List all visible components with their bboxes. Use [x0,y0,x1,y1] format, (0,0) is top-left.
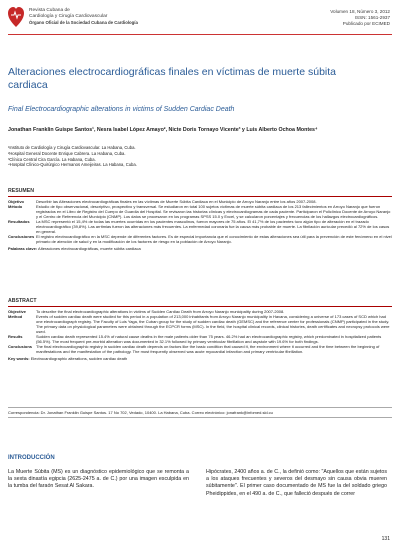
row-label: Método [8,204,23,209]
abstract-row [8,344,392,354]
row-label: Objective [8,309,27,314]
row-text: Sudden cardiac death represented 15.4% of natural cause deaths in the male patients older than 75 years. 46.2% had an electrocardiographic registry, which predominated in hospitalized patients (56.5%). The most frequent pre-morbid alteration was documented in 32.1% followed by primary ventricular fibrillation and asystole with 19.6% for both findings. [36,334,382,344]
introduction-heading: INTRODUCCIÓN [8,455,55,461]
page-number: 131 [381,536,390,542]
intro-column-right: Hipócrates, 2400 años a. de C., la definió como: "Aquellos que están sujetos a los ataques frecuentes y severos del desmayo sin causa obvia mueren súbitamente". El primer caso documentado de MS fue la del soldado griego Pheidippides, en el 490 a. de C., que falleció después de correr [206,469,387,497]
journal-volume: Volumen 18, Número 3, 2012 [330,9,390,14]
row-label: Conclusiones [8,234,35,239]
row-text: Estudio de tipo observacional, descriptivo, prospectivo y transversal. Se estudiaron en total 100 sujetos víctimas de muerte súbita cardiaca de los 213 fallecimientos en Arroyo Naranjo que fueron registrados en el Libro de Registro del Cuerpo de Guardia del Hospital. Se revisaron las historias clínicas y electrocardiogramas de cada paciente. Participaron el Policlínico Docente de Arroyo Naranjo y el Centro de Referencia del Municipio (CNMP). Los datos se procesaron en los programas SPSS 15.0 y Excel, y se calcularon porcentajes y frecuencias de los hallazgos electrocardiográficos. [36,204,391,219]
affiliation-4: ⁴Hospital Clínico-Quirúrgico Hermanos Ameijeiras. La Habana, Cuba. [8,162,137,168]
resumen-row [8,219,392,234]
journal-issn: ISSN: 1561-2937 [354,15,390,20]
row-text: To describe the final electrocardiographic alterations in victims of Sudden Cardiac Death from Arroyo Naranjo municipality during 2007-2008. [36,309,285,314]
abstract-table [8,309,392,361]
keywords-label: Key words: [8,356,30,361]
intro-column-left: La Muerte Súbita (MS) es un diagnóstico epidemiológico que se remonta a la sexta dinastía egipcia (2625-2475 a. de C.) por una imagen esculpida en la tumba del faraón Sesat Al Sakara. [8,469,189,490]
abstract-row [8,334,392,344]
journal-publisher: Publicado por ECIMED [342,21,390,26]
abstract-row [8,314,392,334]
resumen-row [8,204,392,219]
resumen-table [8,199,392,251]
affiliation-2: ²Hospital General Docente Enrique Cabrera. La Habana, Cuba. [8,150,126,156]
correspondence-note: Correspondencia: Dr. Jonathan Franklin Guispe Santos. 17 No 702, Vedado, 10400. La Habana, Cuba. Correo electrónico: jonafrank@infomed.sld.cu [8,407,392,418]
journal-info [330,9,390,27]
row-label: Resultados [8,219,30,224]
abstract-keywords [8,356,392,361]
author-affiliations [8,145,388,168]
row-label: Results [8,334,23,339]
affiliation-3: ³Clínica Central Cira García. La Habana, Cuba. [8,156,96,162]
abstract-divider [8,306,392,307]
journal-name-line2: Cardiología y Cirugía Cardiovascular [29,14,108,19]
article-title-english: Final Electrocardiographic alterations in victims of Sudden Cardiac Death [8,106,235,113]
row-text: The final electrocardiographic registry in sudden cardiac death depends on factors like the basic condition that caused it, the environment where it occurred and the time between the beginning of manifestations and the manifestation of the pathology. The most frequently observed was acute myocardial infarction and primary ventricular fibrillation. [36,344,380,354]
journal-heart-logo-icon [8,7,24,28]
affiliation-1: ¹Instituto de Cardiología y Cirugía Cardiovascular. La Habana, Cuba. [8,145,136,150]
article-title: Alteraciones electrocardiográficas finales en víctimas de muerte súbita cardiaca [8,66,336,91]
resumen-keywords [8,246,392,251]
journal-subtitle: Órgano Oficial de la Sociedad Cubana de Cardiología [29,20,138,25]
row-text: La MSC representó el 15,4% de todas las muertes ocurridas en los pacientes masculinos, fueron mayores de 75 años. El 41,7% de los pacientes tuvo algún tipo de alteración en el trazado electrocardiográfico (39,8%). Las arritmias fueron las alteraciones más frecuentes. La enfermedad coronaria fue la causa más probable de muerte. La fibrilación auricular precedió al 72% de los casos en general. [36,219,390,234]
row-label: Method [8,314,23,319]
journal-name-line1: Revista Cubana de [29,8,70,13]
resumen-row [8,234,392,244]
row-label: Objetivo [8,199,25,204]
keywords-text: Alteraciones electrocardiográficas, muerte súbita cardiaca [38,246,141,251]
keywords-text: Electrocardiographic alterations, sudden cardiac death [30,356,128,361]
row-text: Describir las Alteraciones electrocardiográficas finales en las víctimas de Muerte Súbita Cardiaca en el Municipio de Arroyo Naranjo entre los años 2007-2008. [36,199,317,204]
row-text: El registro electrocardiográfico en la MSC depende de diferentes factores. Es de especial importancia que el conocimiento de estas alteraciones sea útil para la prevención de este fenómeno en el nivel primario de atención de salud y en la modificación de los factores de riesgo en la población de Arroyo Naranjo. [36,234,392,244]
journal-title [29,8,138,26]
resumen-divider [8,196,392,197]
resumen-heading: RESUMEN [8,188,34,194]
header-divider [8,34,392,35]
article-authors: Jonathan Franklin Guispe Santos¹, Nesra Isabel López Amayo², Nicte Doris Tornayo Vicente³ y Luis Alberto Ochoa Montes⁴ [8,127,318,133]
keywords-label: Palabras clave: [8,246,38,251]
abstract-heading: ABSTRACT [8,298,37,304]
row-text: Events of sudden cardiac death were studied for this period in a population of 213,000 inhabitants from Arroyo Naranjo municipality in Havana, considering a universe of 173 cases of SCD which had one electrocardiograph registry. The Faculty of Luis Yaga, the Cuban group for the study of sudden cardiac death (GEMSC) and the reference center for professionals (CNMP) participated in the study. The primary data on physiological parameters were obtained through the ECPCR forms (MSC). In the field, the hospital clinical records, clinical histories, death certificates and necropsy protocols were used. [36,314,390,334]
row-label: Conclusions [8,344,33,349]
